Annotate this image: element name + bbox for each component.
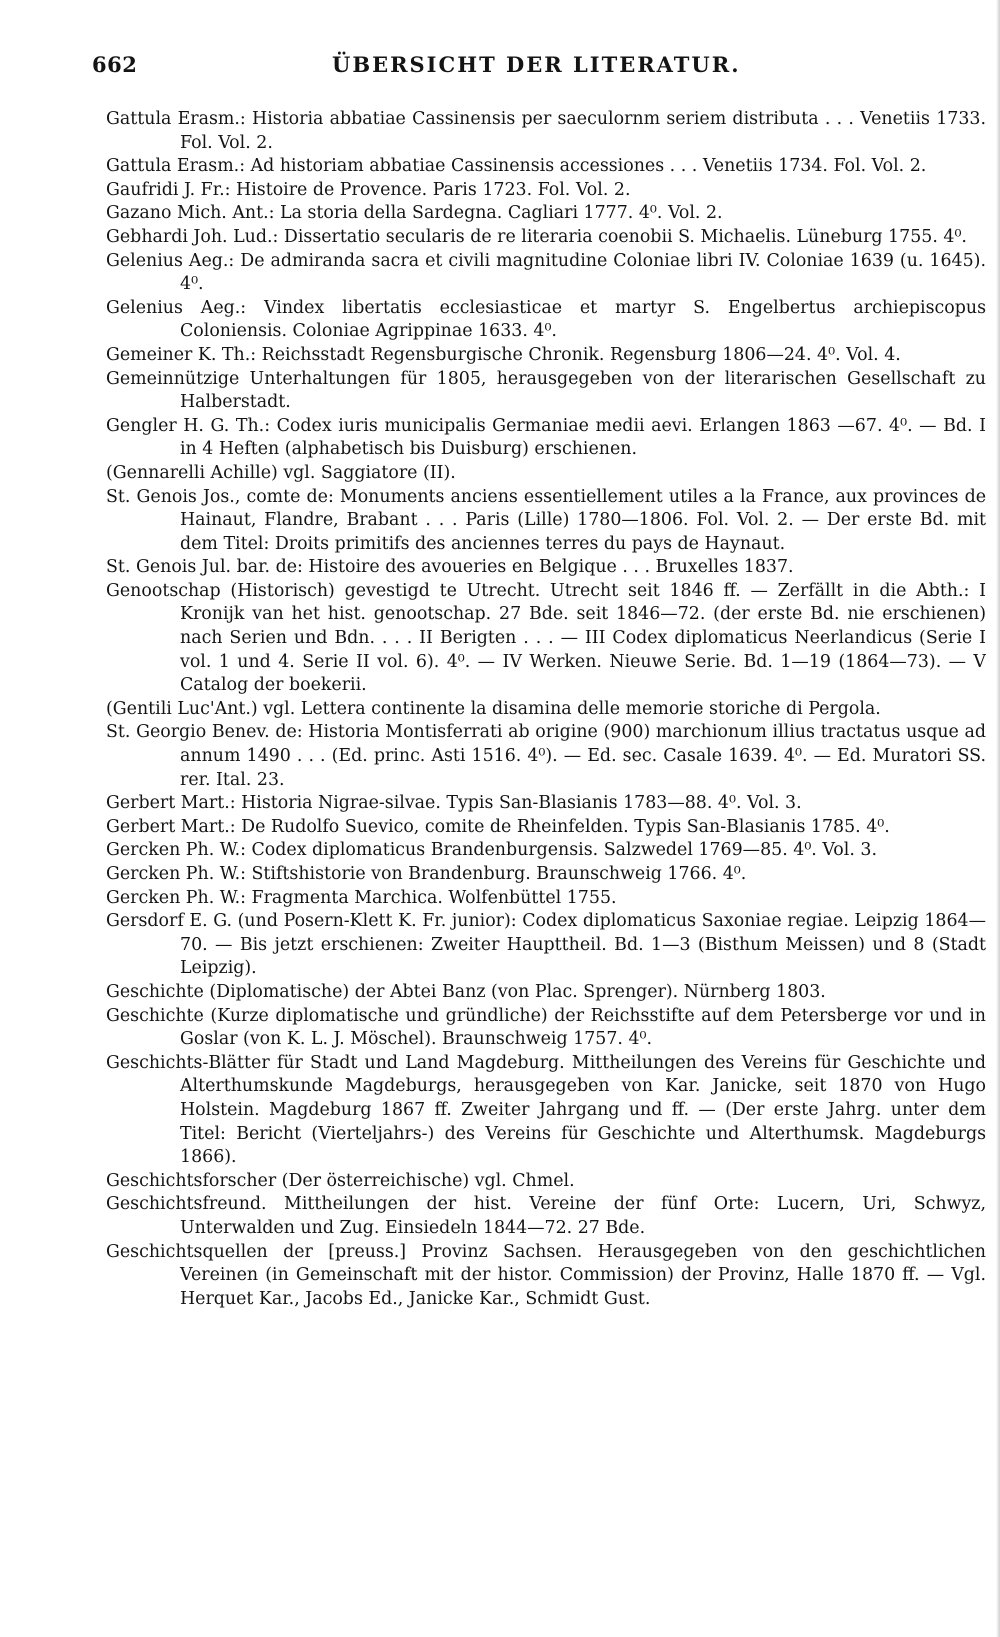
- bibliography-entry: Gengler H. G. Th.: Codex iuris municipalis Germaniae medii aevi. Erlangen 1863 —67. 4⁰. — Bd. I in 4 Heften (alphabetisch bis Duisburg) erschienen.: [106, 415, 986, 460]
- running-title: ÜBERSICHT DER LITERATUR.: [332, 52, 741, 77]
- bibliography-entry: St. Georgio Benev. de: Historia Montisferrati ab origine (900) marchionum illius tractatus usque ad annum 1490 . . . (Ed. princ. Asti 1516. 4⁰). — Ed. sec. Casale 1639. 4⁰. — Ed. Muratori SS. rer. Ital. 23.: [106, 722, 986, 790]
- bibliography-entry: Gattula Erasm.: Historia abbatiae Cassinensis per saeculornm seriem distributa . . . Venetiis 1733. Fol. Vol. 2.: [106, 109, 986, 153]
- bibliography-entry: Gerbert Mart.: De Rudolfo Suevico, comite de Rheinfelden. Typis San-Blasianis 1785. 4⁰.: [106, 816, 890, 837]
- bibliography-entry: (Gentili Luc'Ant.) vgl. Lettera continente la disamina delle memorie storiche di Pergola.: [106, 698, 881, 719]
- bibliography-entry: Geschichts-Blätter für Stadt und Land Magdeburg. Mittheilungen des Vereins für Geschichte und Alterthumskunde Magdeburgs, herausgegeben von Kar. Janicke, seit 1870 von Hugo Holstein. Magdeburg 1867 ff. Zweiter Jahrgang und ff. — (Der erste Jahrg. unter dem Titel: Bericht (Vierteljahrs-) des Vereins für Geschichte und Alterthumsk. Magdeburgs 1866).: [106, 1052, 986, 1168]
- bibliography-entry: Geschichte (Kurze diplomatische und gründliche) der Reichsstifte auf dem Petersberge vor und in Goslar (von K. L. J. Möschel). Braunschweig 1757. 4⁰.: [106, 1005, 986, 1050]
- bibliography-entry: Genootschap (Historisch) gevestigd te Utrecht. Utrecht seit 1846 ff. — Zerfällt in die Abth.: I Kronijk van het hist. genootschap. 27 Bde. seit 1846—72. (der erste Bd. nie erschienen) nach Serien und Bdn. . . . II Berigten . . . — III Codex diplomaticus Neerlandicus (Serie I vol. 1 und 4. Serie II vol. 6). 4⁰. — IV Werken. Nieuwe Serie. Bd. 1—19 (1864—73). — V Catalog der boekerii.: [106, 580, 986, 696]
- bibliography-entry: Geschichtsfreund. Mittheilungen der hist. Vereine der fünf Orte: Lucern, Uri, Schwyz, Unterwalden und Zug. Einsiedeln 1844—72. 27 Bde.: [106, 1194, 986, 1238]
- bibliography-entry: Gercken Ph. W.: Stiftshistorie von Brandenburg. Braunschweig 1766. 4⁰.: [106, 864, 747, 884]
- bibliography-entry: Gemeinnützige Unterhaltungen für 1805, herausgegeben von der literarischen Gesellschaft zu Halberstadt.: [106, 368, 986, 413]
- bibliography-entry: Gercken Ph. W.: Fragmenta Marchica. Wolfenbüttel 1755.: [106, 887, 617, 908]
- bibliography-entry: (Gennarelli Achille) vgl. Saggiatore (II).: [106, 462, 456, 483]
- bibliography-entry: St. Genois Jos., comte de: Monuments anciens essentiellement utiles a la France, aux provinces de Hainaut, Flandre, Brabant . . . Paris (Lille) 1780—1806. Fol. Vol. 2. — Der erste Bd. mit dem Titel: Droits primitifs des anciennes terres du pays de Haynaut.: [106, 486, 986, 554]
- bibliography-entry: Geschichtsquellen der [preuss.] Provinz Sachsen. Herausgegeben von den geschichtlichen Vereinen (in Gemeinschaft mit der histor. Commission) der Provinz, Halle 1870 ff. — Vgl. Herquet Kar., Jacobs Ed., Janicke Kar., Schmidt Gust.: [106, 1241, 986, 1309]
- bibliography-entry: Gattula Erasm.: Ad historiam abbatiae Cassinensis accessiones . . . Venetiis 1734. Fol. Vol. 2.: [106, 156, 927, 177]
- page-header: [92, 52, 987, 92]
- bibliography-entry: Gerbert Mart.: Historia Nigrae-silvae. Typis San-Blasianis 1783—88. 4⁰. Vol. 3.: [106, 793, 802, 814]
- bibliography-entry: Geschichte (Diplomatische) der Abtei Banz (von Plac. Sprenger). Nürnberg 1803.: [106, 981, 826, 1002]
- page-edge-shadow: [996, 0, 1000, 1637]
- bibliography-entry: Geschichtsforscher (Der österreichische) vgl. Chmel.: [106, 1170, 575, 1191]
- bibliography-entry: Gersdorf E. G. (und Posern-Klett K. Fr. junior): Codex diplomaticus Saxoniae regiae. Leipzig 1864—70. — Bis jetzt erschienen: Zweiter Haupttheil. Bd. 1—3 (Bisthum Meissen) und 8 (Stadt Leipzig).: [106, 911, 986, 979]
- bibliography-entry: Gebhardi Joh. Lud.: Dissertatio secularis de re literaria coenobii S. Michaelis. Lüneburg 1755. 4⁰.: [106, 226, 967, 247]
- bibliography-entry: Gaufridi J. Fr.: Histoire de Provence. Paris 1723. Fol. Vol. 2.: [106, 179, 631, 200]
- bibliography-entry: Gazano Mich. Ant.: La storia della Sardegna. Cagliari 1777. 4⁰. Vol. 2.: [106, 203, 723, 224]
- bibliography-entry: Gemeiner K. Th.: Reichsstadt Regensburgische Chronik. Regensburg 1806—24. 4⁰. Vol. 4.: [106, 344, 901, 365]
- bibliography-entry: Gercken Ph. W.: Codex diplomaticus Brandenburgensis. Salzwedel 1769—85. 4⁰. Vol. 3.: [106, 840, 877, 861]
- bibliography-entry: Gelenius Aeg.: Vindex libertatis ecclesiasticae et martyr S. Engelbertus archiepiscopus Coloniensis. Coloniae Agrippinae 1633. 4⁰.: [106, 297, 986, 342]
- page-number: 662: [92, 52, 138, 77]
- bibliography-entry: Gelenius Aeg.: De admiranda sacra et civili magnitudine Coloniae libri IV. Coloniae 1639 (u. 1645). 4⁰.: [106, 250, 986, 295]
- bibliography-entry: St. Genois Jul. bar. de: Histoire des avoueries en Belgique . . . Bruxelles 1837.: [106, 557, 794, 578]
- bibliography-list: [106, 108, 986, 1620]
